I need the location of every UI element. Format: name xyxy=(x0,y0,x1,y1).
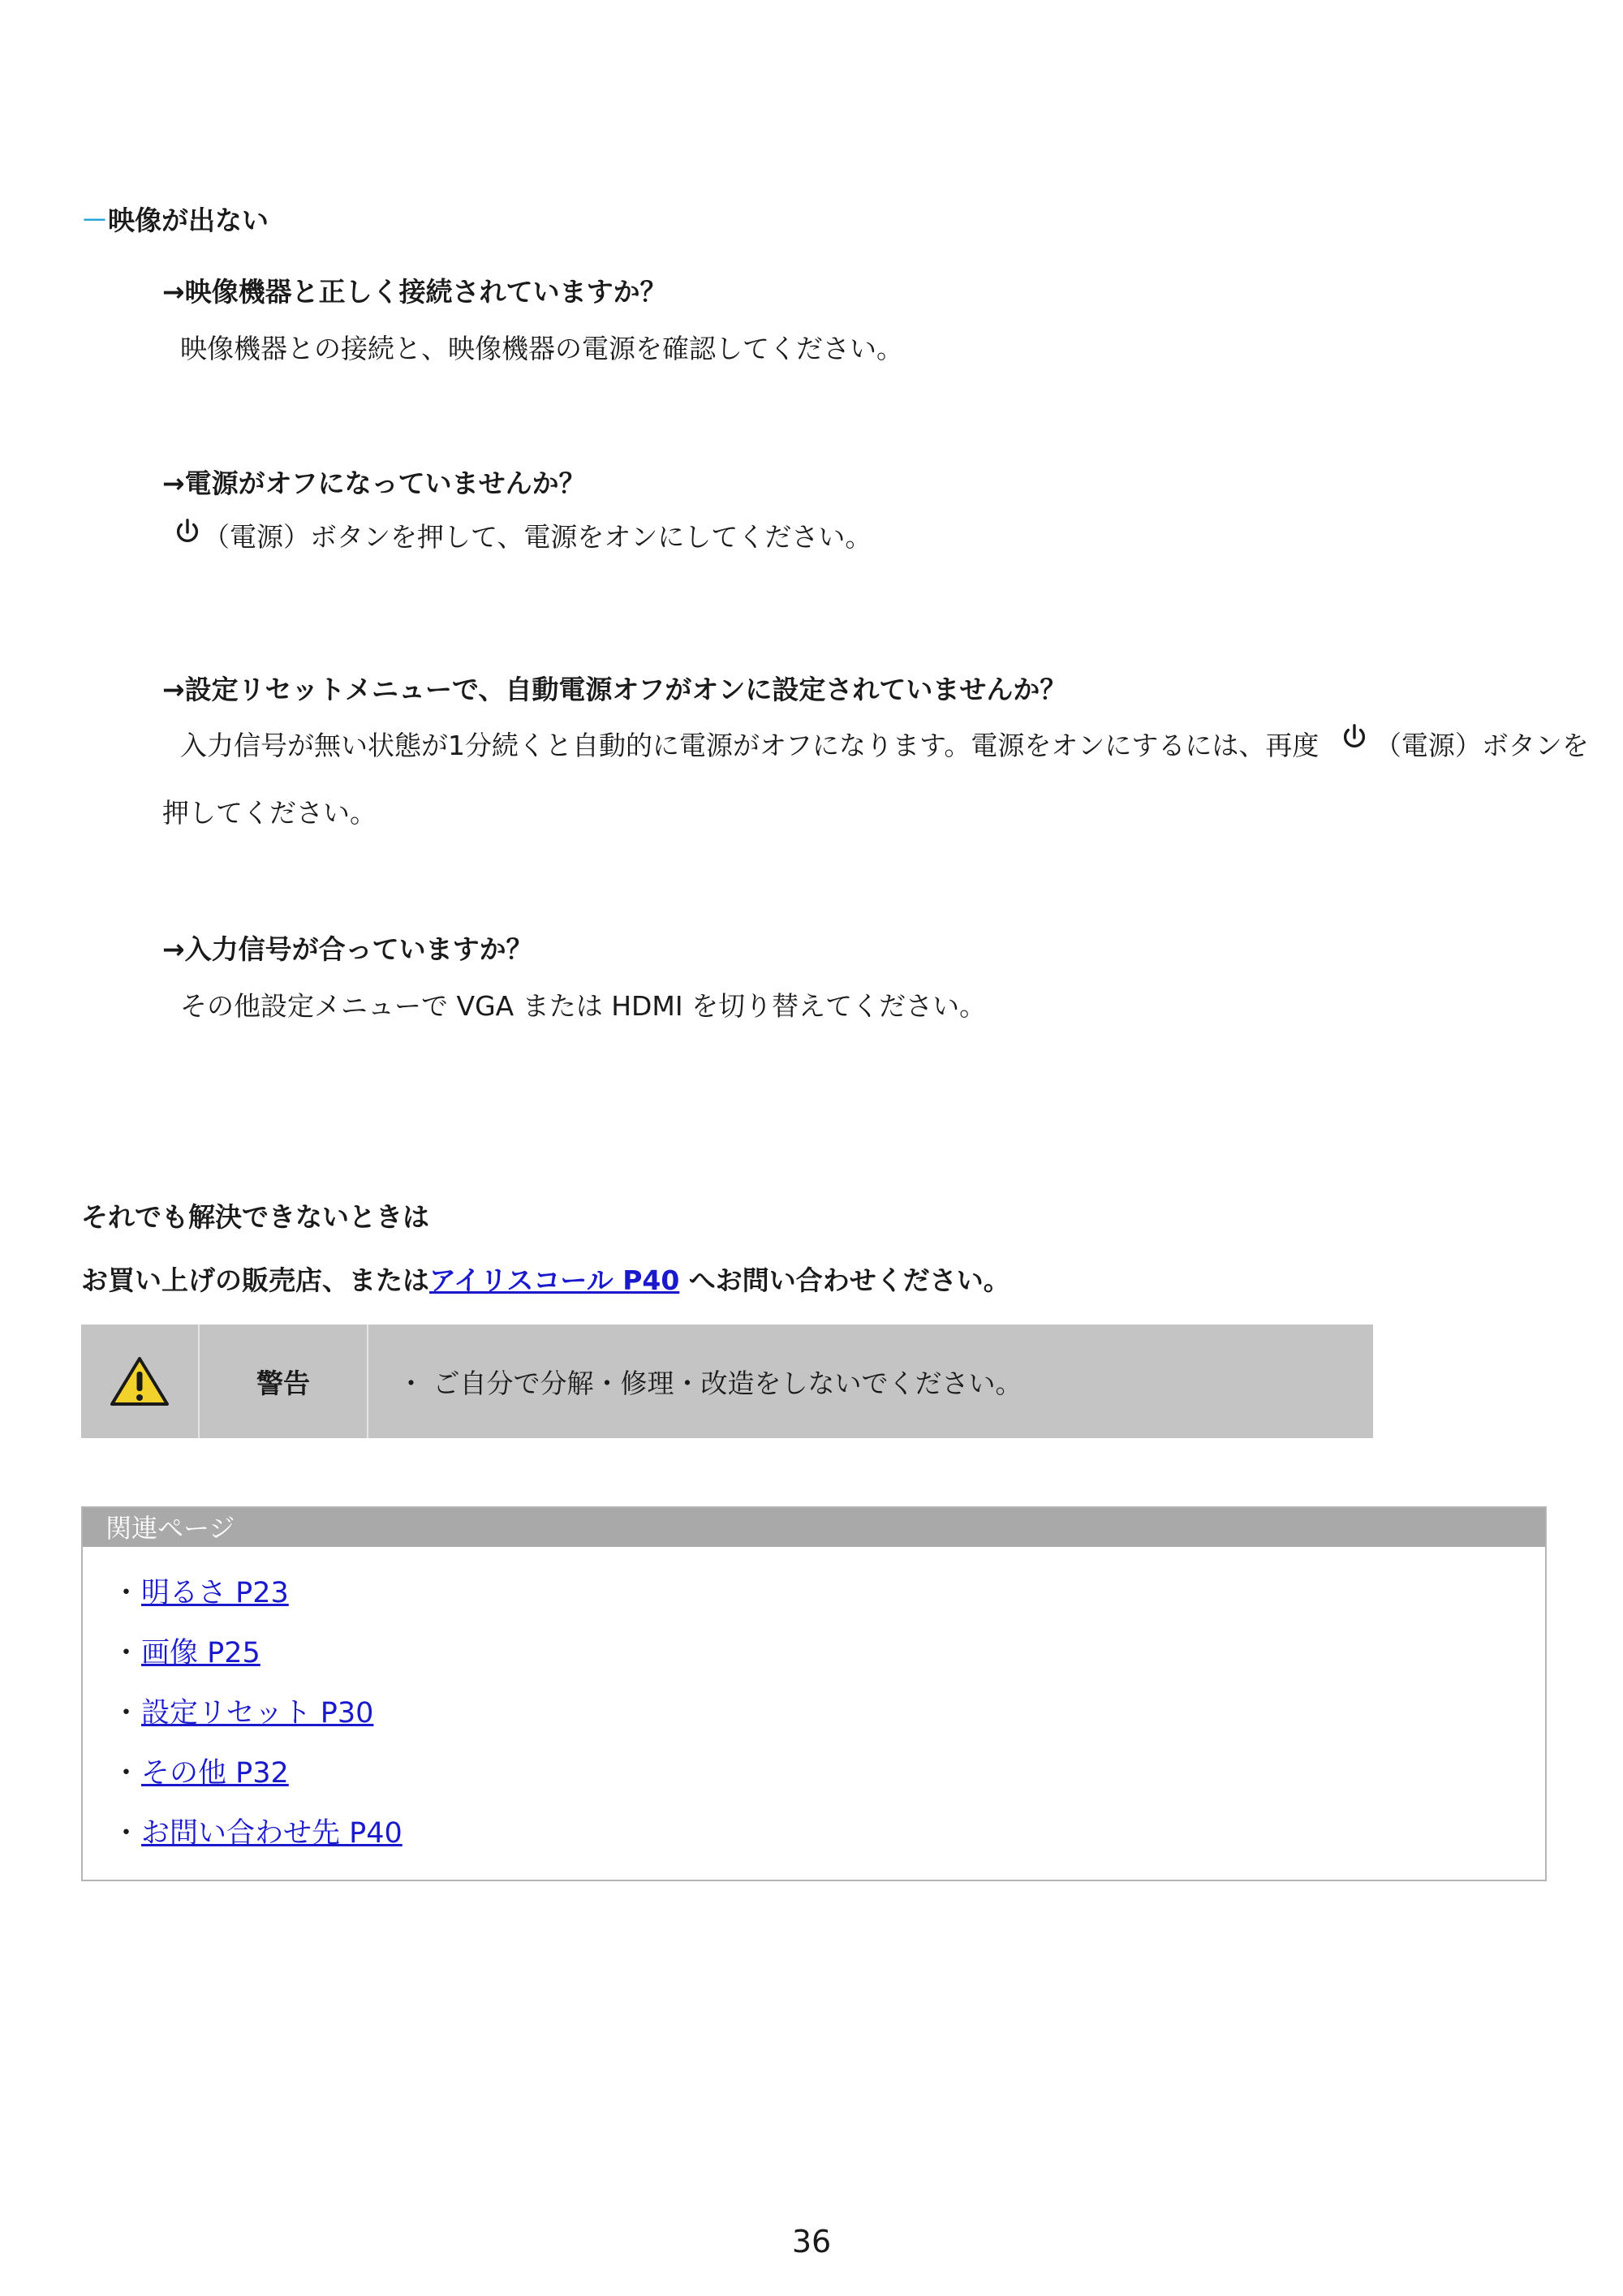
list-item xyxy=(112,1683,403,1743)
contact-line-1: それでも解決できないときは xyxy=(81,1201,429,1233)
contact-prefix: お買い上げの販売店、または xyxy=(81,1264,429,1296)
list-item xyxy=(112,1563,403,1623)
section-title-text: 映像が出ない xyxy=(108,205,269,236)
warning-text: ・ ご自分で分解・修理・改造をしないでください。 xyxy=(398,1367,1022,1399)
related-link-brightness[interactable]: 明るさ P23 xyxy=(141,1577,289,1609)
question-2: →電源がオフになっていませんか？ xyxy=(162,467,586,499)
answer-3-line1 xyxy=(180,722,1589,763)
contact-line-2 xyxy=(81,1260,1010,1298)
related-link-contact[interactable]: お問い合わせ先 P40 xyxy=(141,1817,403,1850)
iris-call-link[interactable]: アイリスコール P40 xyxy=(429,1264,680,1296)
section-dash: － xyxy=(81,205,108,236)
bullet: ・ xyxy=(112,1577,141,1609)
contact-suffix: へお問い合わせください。 xyxy=(679,1264,1010,1296)
answer-2 xyxy=(172,516,872,554)
power-icon xyxy=(172,517,203,548)
related-pages-list xyxy=(112,1563,403,1863)
list-item xyxy=(112,1623,403,1683)
answer-1: 映像機器との接続と、映像機器の電源を確認してください。 xyxy=(180,333,903,364)
list-item xyxy=(112,1743,403,1803)
section-title xyxy=(81,200,269,238)
page-number: 36 xyxy=(791,2224,832,2259)
warning-box xyxy=(81,1325,1373,1438)
related-pages-box xyxy=(81,1506,1547,1881)
bullet: ・ xyxy=(112,1697,141,1730)
answer-2-text: （電源）ボタンを押して、電源をオンにしてください。 xyxy=(203,521,872,553)
warning-label: 警告 xyxy=(200,1325,368,1438)
related-link-other[interactable]: その他 P32 xyxy=(141,1757,289,1790)
related-link-reset[interactable]: 設定リセット P30 xyxy=(141,1697,374,1730)
question-4: →入力信号が合っていますか？ xyxy=(162,933,533,965)
question-3: →設定リセットメニューで、自動電源オフがオンに設定されていませんか？ xyxy=(162,674,1067,705)
related-pages-header: 関連ページ xyxy=(83,1508,1545,1547)
answer-3-line2: 押してください。 xyxy=(162,797,377,829)
question-1: →映像機器と正しく接続されていますか？ xyxy=(162,276,667,308)
answer-4: その他設定メニューで VGA または HDMI を切り替えてください。 xyxy=(180,990,987,1022)
bullet: ・ xyxy=(112,1637,141,1669)
answer-3-text-a: 入力信号が無い状態が1分続くと自動的に電源がオフになります。電源をオンにするには、再度 xyxy=(180,730,1319,761)
bullet: ・ xyxy=(112,1757,141,1790)
warning-icon-cell xyxy=(81,1325,200,1438)
warning-triangle-icon xyxy=(109,1355,170,1407)
list-item xyxy=(112,1803,403,1863)
answer-3-text-b: （電源）ボタンを xyxy=(1374,730,1589,761)
related-link-image[interactable]: 画像 P25 xyxy=(141,1637,260,1669)
bullet: ・ xyxy=(112,1817,141,1850)
power-icon xyxy=(1339,722,1370,753)
